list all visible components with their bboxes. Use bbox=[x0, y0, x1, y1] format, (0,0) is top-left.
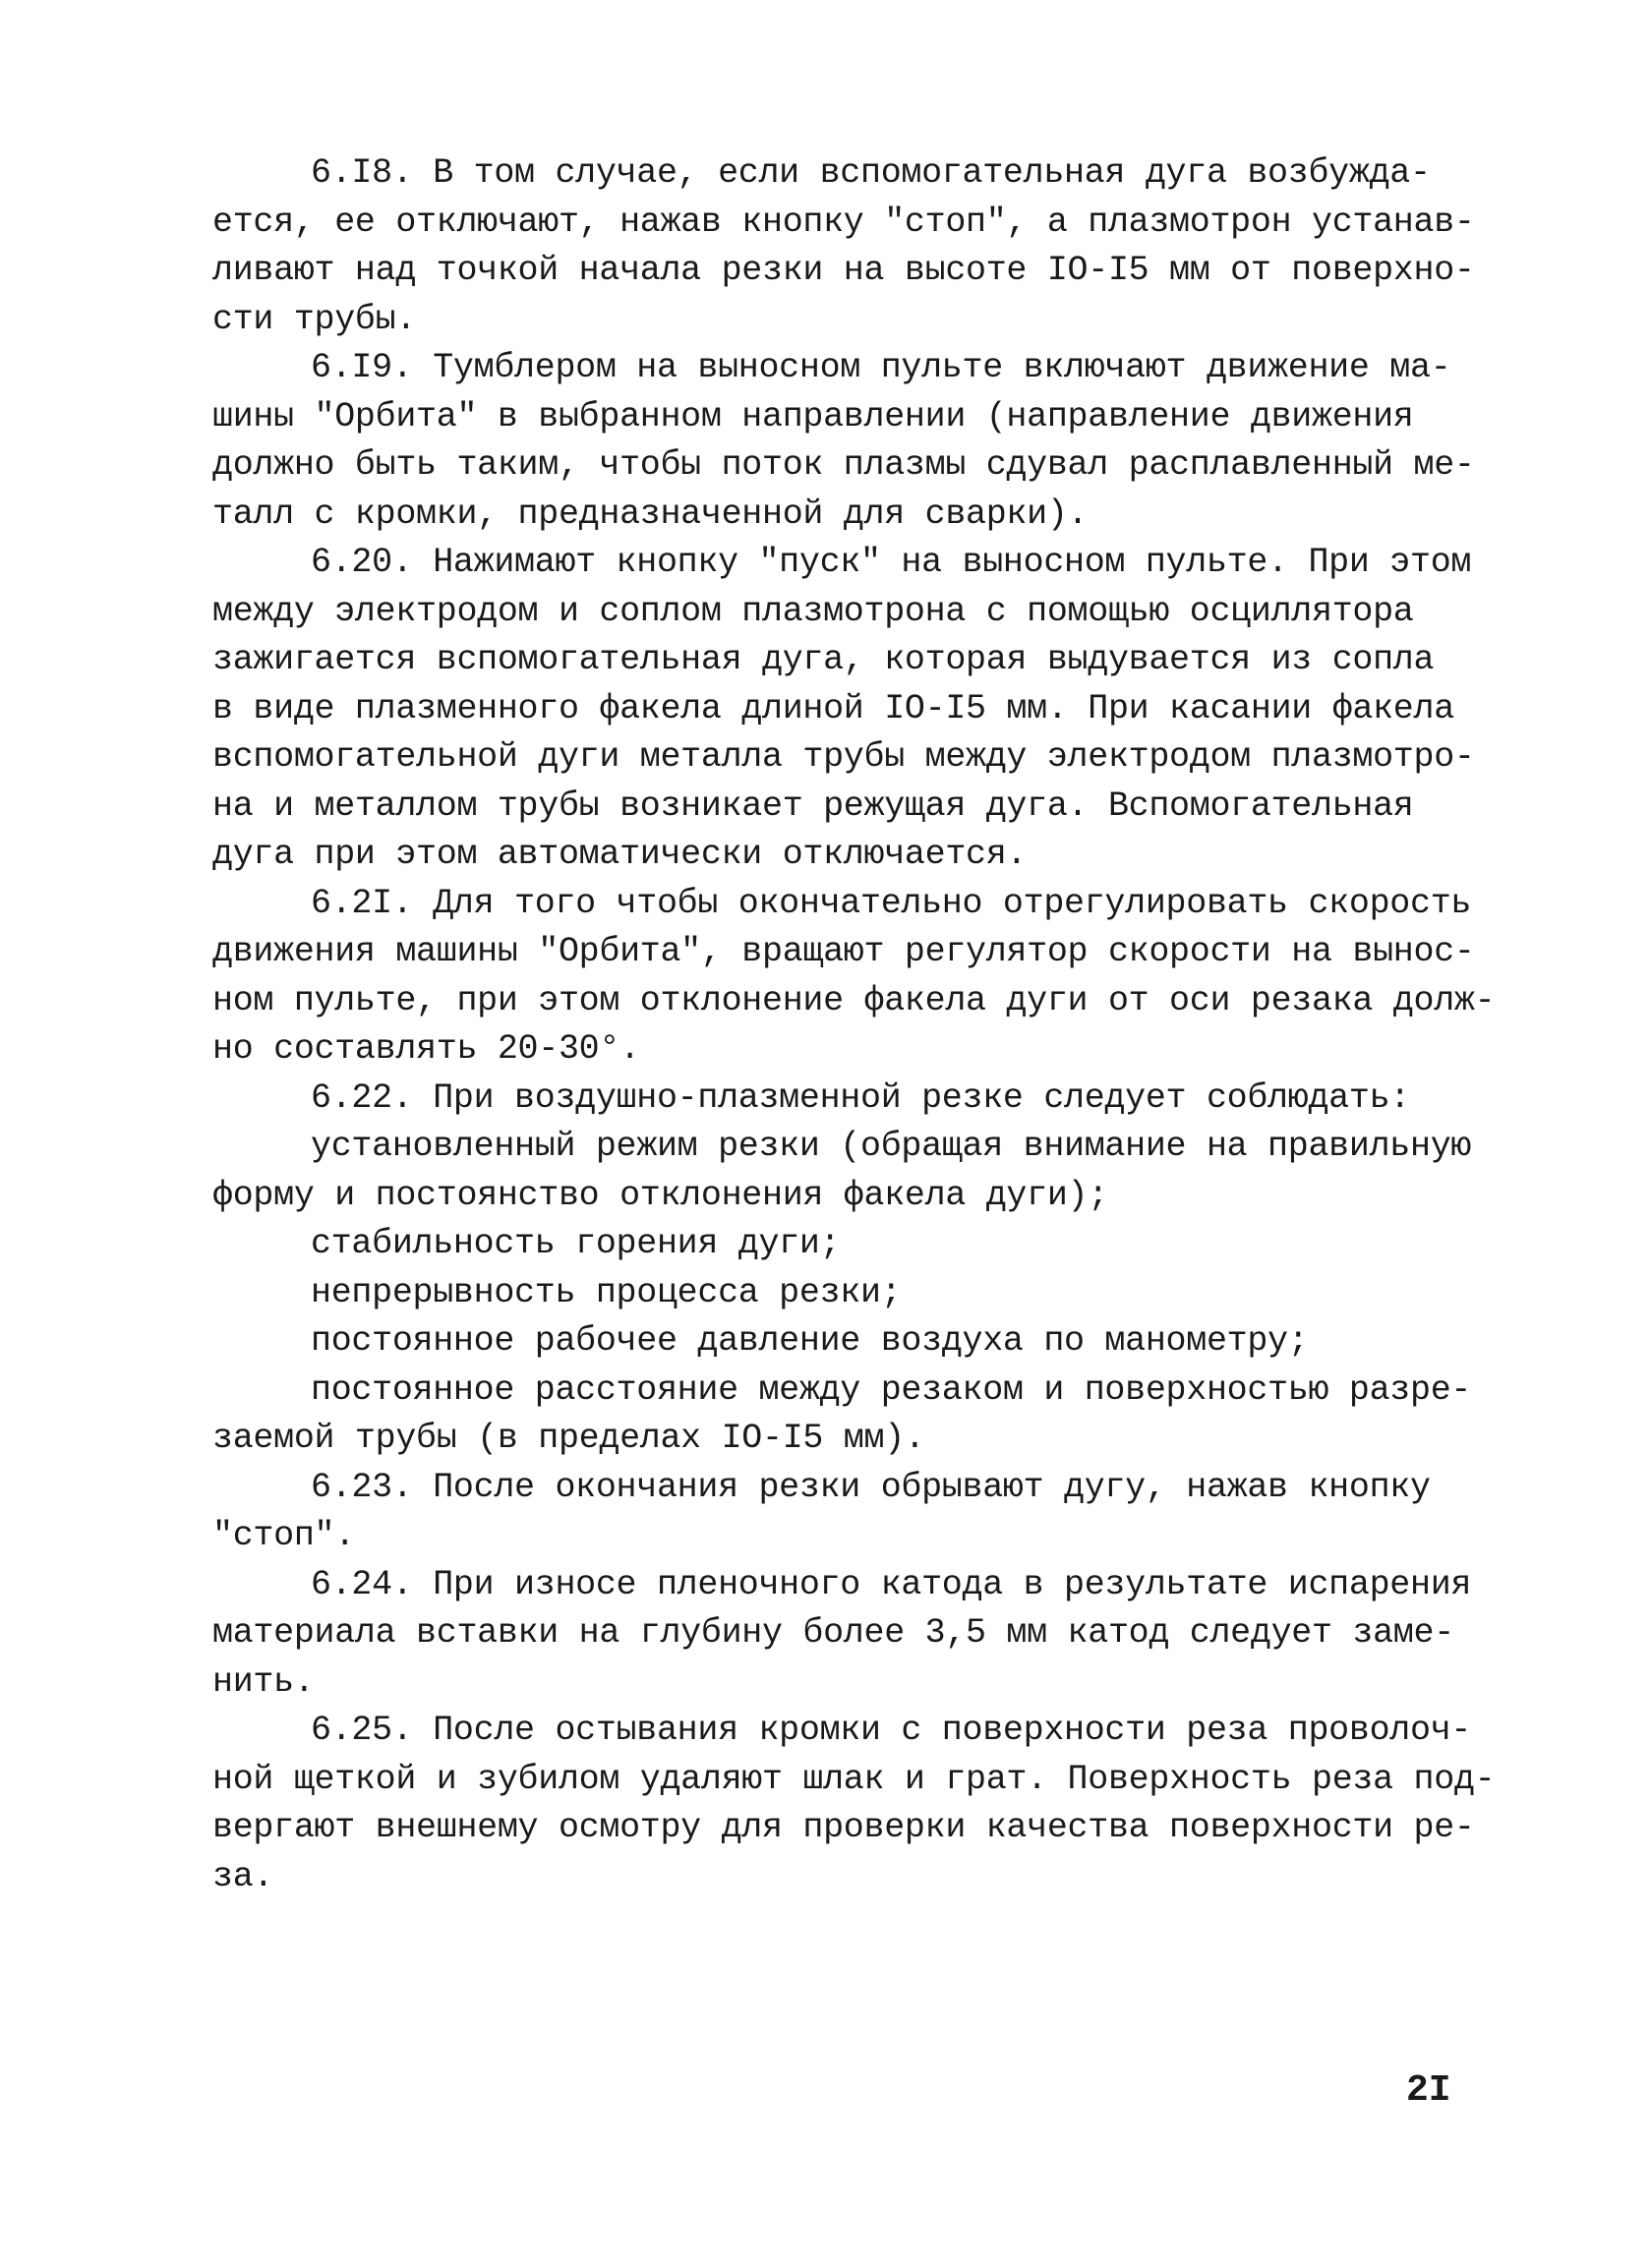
text-line: 6.I9. Тумблером на выносном пульте включают движение ма- bbox=[311, 348, 1451, 387]
text-line: на и металлом трубы возникает режущая дуга. Вспомогательная bbox=[212, 785, 1414, 826]
text-line: дуга при этом автоматически отключается. bbox=[212, 835, 1028, 874]
text-line: 6.2I. Для того чтобы окончательно отрегулировать скорость bbox=[311, 883, 1472, 923]
text-line: ется, ее отключают, нажав кнопку "стоп", а плазмотрон устанав- bbox=[212, 202, 1475, 242]
text-line: материала вставки на глубину более 3,5 мм катод следует заме- bbox=[212, 1613, 1454, 1653]
text-line: постоянное рабочее давление воздуха по манометру; bbox=[311, 1321, 1309, 1361]
text-line: между электродом и соплом плазмотрона с помощью осциллятора bbox=[212, 591, 1414, 631]
text-line: талл с кромки, предназначенной для сварки). bbox=[212, 494, 1089, 534]
text-line: 6.20. Нажимают кнопку "пуск" на выносном пульте. При этом bbox=[311, 543, 1472, 582]
text-line: но составлять 20-30°. bbox=[212, 1029, 640, 1069]
text-line: форму и постоянство отклонения факела дуги); bbox=[212, 1175, 1108, 1215]
text-line: 6.24. При износе пленочного катода в результате испарения bbox=[311, 1564, 1472, 1604]
page-number: 2I bbox=[1406, 2069, 1451, 2112]
text-line: ном пульте, при этом отклонение факела дуги от оси резака долж- bbox=[212, 980, 1496, 1020]
text-line: должно быть таким, чтобы поток плазмы сдувал расплавленный ме- bbox=[212, 445, 1475, 485]
text-line: сти трубы. bbox=[212, 299, 417, 339]
text-line: движения машины "Орбита", вращают регулятор скорости на вынос- bbox=[212, 932, 1475, 971]
text-line: ливают над точкой начала резки на высоте IO-I5 мм от поверхно- bbox=[212, 251, 1475, 290]
text-line: "стоп". bbox=[212, 1516, 355, 1555]
text-line: зажигается вспомогательная дуга, которая выдувается из сопла bbox=[212, 640, 1435, 679]
text-line: за. bbox=[212, 1856, 274, 1896]
text-line: вергают внешнему осмотру для проверки качества поверхности ре- bbox=[212, 1808, 1475, 1847]
text-line: заемой трубы (в пределах IO-I5 мм). bbox=[212, 1419, 925, 1458]
text-line: нить. bbox=[212, 1661, 315, 1702]
text-line: 6.22. При воздушно-плазменной резке следует соблюдать: bbox=[311, 1077, 1410, 1118]
text-line: вспомогательной дуги металла трубы между электродом плазмотро- bbox=[212, 737, 1475, 777]
text-line: непрерывность процесса резки; bbox=[311, 1272, 902, 1312]
text-line: стабильность горения дуги; bbox=[311, 1224, 841, 1263]
text-line: установленный режим резки (обращая внимание на правильную bbox=[311, 1127, 1472, 1166]
text-line: шины "Орбита" в выбранном направлении (направление движения bbox=[212, 396, 1414, 436]
body-text bbox=[212, 149, 1496, 1901]
text-line: постоянное расстояние между резаком и поверхностью разре- bbox=[311, 1369, 1472, 1410]
text-line: 6.23. После окончания резки обрывают дугу, нажав кнопку bbox=[311, 1467, 1431, 1507]
text-line: ной щеткой и зубилом удаляют шлак и грат. Поверхность реза под- bbox=[212, 1759, 1496, 1799]
text-line: в виде плазменного факела длиной IO-I5 мм. При касании факела bbox=[212, 688, 1454, 728]
text-line: 6.I8. В том случае, если вспомогательная дуга возбужда- bbox=[311, 153, 1431, 193]
text-line: 6.25. После остывания кромки с поверхности реза проволоч- bbox=[311, 1711, 1472, 1750]
